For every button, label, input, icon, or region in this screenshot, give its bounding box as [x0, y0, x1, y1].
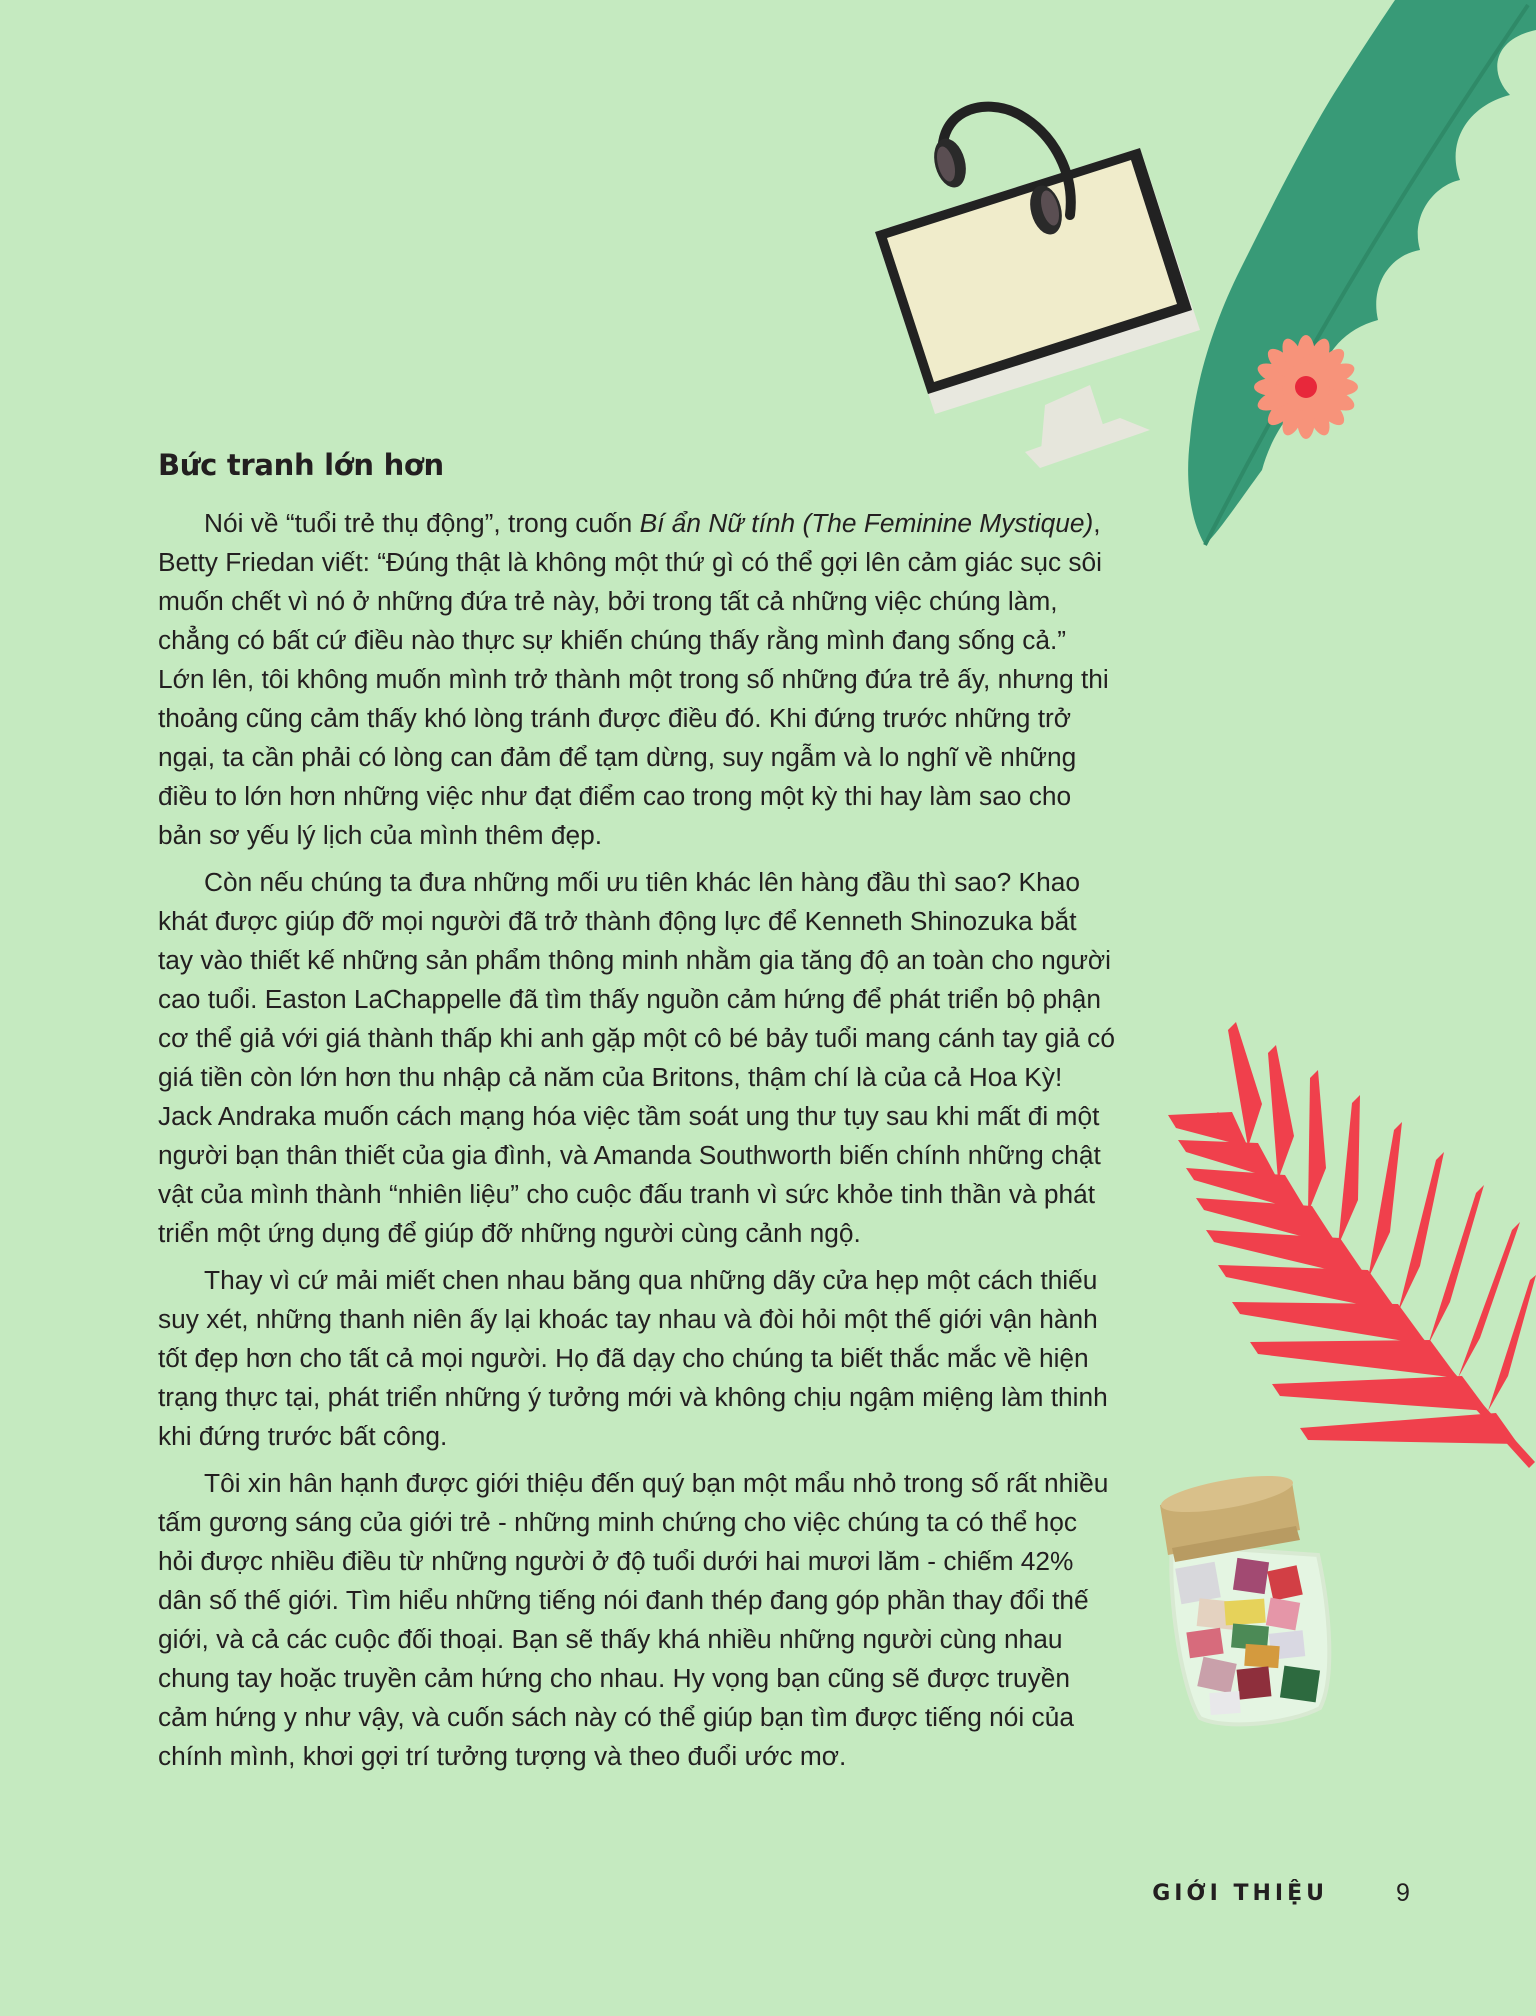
- chapter-label: GIỚI THIỆU: [1152, 1881, 1328, 1906]
- banana-leaf-icon: [1188, 0, 1536, 545]
- paragraph-2: Còn nếu chúng ta đưa những mối ưu tiên khác lên hàng đầu thì sao? Khao khát được giúp đỡ mọi người đã trở thành động lực để Kenneth Shinozuka bắt tay vào thiết kế những sản phẩm thông minh nhằm gia tăng độ an toàn cho người cao tuổi. Easton LaChappelle đã tìm thấy nguồn cảm hứng để phát triển bộ phận cơ thể giả với giá thành thấp khi anh gặp một cô bé bảy tuổi mang cánh tay giả có giá tiền còn lớn hơn thu nhập cả năm của Britons, thậm chí là của cả Hoa Kỳ! Jack Andraka muốn cách mạng hóa việc tầm soát ung thư tụy sau khi mất đi một người bạn thân thiết của gia đình, và Amanda Southworth biến chính những chật vật của mình thành “nhiên liệu” cho cuộc đấu tranh vì sức khỏe tinh thần và phát triển một ứng dụng để giúp đỡ những người cùng cảnh ngộ.: [158, 867, 1115, 1248]
- paragraph-1-intro: Nói về “tuổi trẻ thụ động”, trong cuốn: [204, 508, 640, 538]
- page-number: 9: [1396, 1879, 1410, 1907]
- body-text: [158, 504, 1118, 1784]
- monitor-icon: [875, 148, 1200, 468]
- paragraph-3: Thay vì cứ mải miết chen nhau băng qua những dãy cửa hẹp một cách thiếu suy xét, những thanh niên ấy lại khoác tay nhau và đòi hỏi một thế giới vận hành tốt đẹp hơn cho tất cả mọi người. Họ đã dạy cho chúng ta biết thắc mắc về hiện trạng thực tại, phát triển những ý tưởng mới và không chịu ngậm miệng làm thinh khi đứng trước bất công.: [158, 1265, 1108, 1451]
- book-title: Bí ẩn Nữ tính (The Feminine Mystique): [639, 508, 1094, 538]
- paragraph-4: Tôi xin hân hạnh được giới thiệu đến quý bạn một mẩu nhỏ trong số rất nhiều tấm gương sáng của giới trẻ - những minh chứng cho việc chúng ta có thể học hỏi được nhiều điều từ những người ở độ tuổi dưới hai mươi lăm - chiếm 42% dân số thế giới. Tìm hiểu những tiếng nói đanh thép đang góp phần thay đổi thế giới, và cả các cuộc đối thoại. Bạn sẽ thấy khá nhiều những người cùng nhau chung tay hoặc truyền cảm hứng cho nhau. Hy vọng bạn cũng sẽ được truyền cảm hứng y như vậy, và cuốn sách này có thể giúp bạn tìm được tiếng nói của chính mình, khơi gợi trí tưởng tượng và theo đuổi ước mơ.: [158, 1468, 1109, 1771]
- palm-frond-icon: [1168, 1022, 1536, 1468]
- jar-icon: [1159, 1469, 1330, 1725]
- headphones-icon: [929, 107, 1071, 238]
- section-heading: Bức tranh lớn hơn: [158, 448, 444, 482]
- flower-icon: [1254, 335, 1358, 439]
- paragraph-1-rest: , Betty Friedan viết: “Đúng thật là không một thứ gì có thể gợi lên cảm giác sục sôi muốn chết vì nó ở những đứa trẻ này, bởi trong tất cả những việc chúng làm, chẳng có bất cứ điều nào thực sự khiến chúng thấy rằng mình đang sống cả.” Lớn lên, tôi không muốn mình trở thành một trong số những đứa trẻ ấy, nhưng thi thoảng cũng cảm thấy khó lòng tránh được điều đó. Khi đứng trước những trở ngại, ta cần phải có lòng can đảm để tạm dừng, suy ngẫm và lo nghĩ về những điều to lớn hơn những việc như đạt điểm cao trong một kỳ thi hay làm sao cho bản sơ yếu lý lịch của mình thêm đẹp.: [158, 508, 1109, 850]
- paragraph-1: [158, 504, 1118, 855]
